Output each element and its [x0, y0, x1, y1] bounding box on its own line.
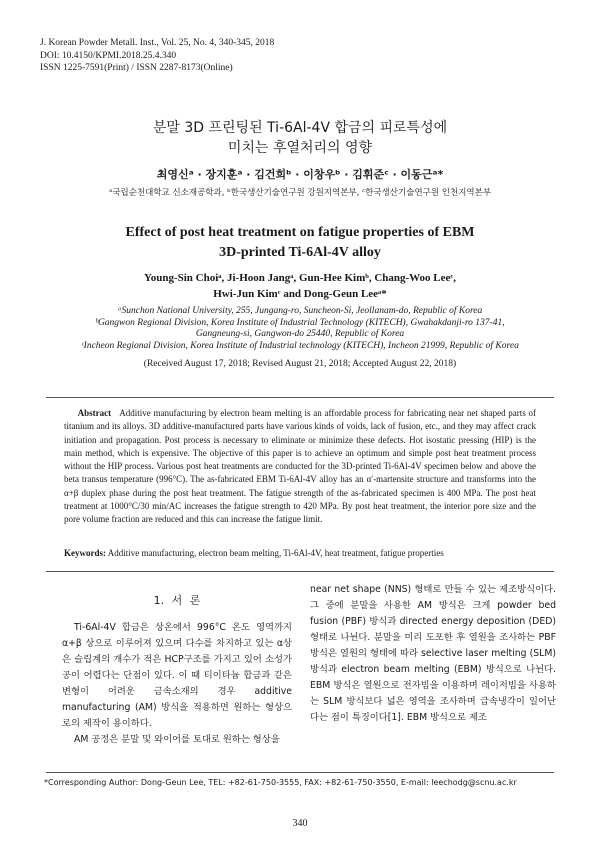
affiliation-a: ᵃSunchon National University, 255, Jungang-ro, Suncheon-Si, Jeollanam-do, Republic of Korea — [117, 306, 483, 316]
abstract-text: Additive manufacturing by electron beam melting is an affordable process for fabricating near net shaped parts of titanium and its alloys. 3D additive-manufactured parts have various kinds of voids, lack of fusion, etc., and they may affect crack initiation and propagation. Post process is necessary to eliminate or minimize these defects. Hot isostatic pressing (HIP) is the main method, which is expensive. The objective of this paper is to achieve an optimum and simple post heat treatment process without the HIP process. Various post heat treatments are conducted for the 3D-printed Ti-6Al-4V specimen below and above the beta transus temperature (996°C). The as-fabricated EBM Ti-6Al-4V alloy has an α′-martensite structure and transforms into the α+β duplex phase during the post heat treatment. The fatigue strength of the as-fabricated specimen is 400 MPa. The post heat treatment at 1000°C/30 min/AC increases the fatigue strength to 420 MPa. By post heat treatment, the interior pore size and the pore volume fraction are reduced and this can increase the fatigue limit. — [64, 408, 537, 525]
journal-doi: DOI: 10.4150/KPMI.2018.25.4.340 — [40, 50, 177, 61]
journal-citation: J. Korean Powder Metall. Inst., Vol. 25, No. 4, 340-345, 2018 — [40, 38, 275, 48]
affiliation-b-line2: Gangneung-si, Gangwon-do 25440, Republic of Korea — [195, 329, 405, 339]
affiliation-c: ᶜIncheon Regional Division, Korea Institute of Industrial technology (KITECH), Incheon 21999, Republic of Korea — [81, 340, 519, 351]
footnote-rule — [46, 772, 554, 773]
page-number: 340 — [292, 818, 308, 829]
english-title-line1: Effect of post heat treatment on fatigue properties of EBM — [125, 225, 475, 240]
right-paragraph-1: near net shape (NNS) 형태로 만들 수 있는 제조방식이다. 그 중에 분말을 사용한 AM 방식은 크게 powder bed fusion (PBF) 방식과 directed energy deposition (DED) 형태로 나뉜다. 분말을 미리 도포한 후 열원을 조사하는 PBF 방식은 열원의 형태에 따라 selective laser melting (SLM) 방식과 electron beam melting (EBM) 방식으로 나뉜다. EBM 방식은 열원으로 전자빔을 이용하며 레이저빔을 사용하는 SLM 방식보다 넓은 영역을 조사하며 급속냉각이 일어난다는 점이 특징이다[1]. EBM 방식으로 제조 — [310, 584, 556, 723]
affiliation-b-line1: ᵇGangwon Regional Division, Korea Institute of Industrial Technology (KITECH), Gwahakdanji-ro 137-41, — [95, 317, 505, 328]
english-affiliations — [40, 306, 560, 352]
keywords — [64, 548, 536, 558]
english-title — [0, 223, 600, 263]
journal-issn: ISSN 1225-7591(Print) / ISSN 2287-8173(Online) — [40, 63, 233, 73]
abstract — [64, 407, 536, 527]
english-title-line2: 3D-printed Ti-6Al-4V alloy — [219, 245, 381, 260]
body-left-column — [62, 620, 292, 748]
left-paragraph-1: Ti-6Al-4V 합금은 상온에서 996°C 온도 영역까지 α+β 상으로 이루어져 있으며 다수를 차지하고 있는 α상은 슬립계의 개수가 적은 HCP구조를 가지고 있어 소성가공이 어렵다는 단점이 있다. 이 때 티이타늄 합금과 같은 변형이 어려운 금속소재의 경우 additive manufacturing (AM) 방식을 적용하면 원하는 형상으로의 제작이 용이하다. — [62, 622, 292, 729]
body-right-column — [310, 582, 556, 726]
korean-authors: 최영신ᵃ · 장지훈ᵃ · 김건희ᵇ · 이창우ᵇ · 김휘준ᶜ · 이동근ᵃ* — [156, 168, 444, 181]
left-paragraph-2: AM 공정은 분말 및 와이어를 토대로 원하는 형상을 — [74, 734, 280, 745]
korean-title — [0, 118, 600, 158]
english-authors-line2: Hwi-Jun Kimᶜ and Dong-Geun Leeᵃ* — [213, 288, 387, 300]
abstract-bottom-rule — [46, 571, 554, 572]
keywords-label: Keywords: — [64, 548, 106, 558]
keywords-text: Additive manufacturing, electron beam melting, Ti-6Al-4V, heat treatment, fatigue properties — [107, 548, 444, 558]
korean-title-line2: 미치는 후열처리의 영향 — [227, 140, 373, 156]
abstract-label: Abstract — [77, 408, 112, 418]
abstract-top-rule — [46, 397, 554, 398]
korean-title-line1: 분말 3D 프린팅된 Ti-6Al-4V 합금의 피로특성에 — [152, 120, 448, 136]
english-authors — [0, 270, 600, 302]
korean-affiliations: ᵃ국립순천대학교 신소재공학과, ᵇ한국생산기술연구원 강원지역본부, ᶜ한국생산기술연구원 인천지역본부 — [108, 188, 492, 198]
received-dates: (Received August 17, 2018; Revised August 21, 2018; Accepted August 22, 2018) — [143, 359, 457, 369]
english-authors-line1: Young-Sin Choiᵃ, Ji-Hoon Jangᵃ, Gun-Hee Kimᵇ, Chang-Woo Leeᶜ, — [143, 272, 457, 284]
corresponding-author-footnote: *Corresponding Author: Dong-Geun Lee, TEL: +82-61-750-3555, FAX: +82-61-750-3550, E-mail: leechodg@scnu.ac.kr — [44, 778, 517, 787]
section-title: 1. 서 론 — [153, 594, 201, 607]
journal-header — [40, 37, 274, 75]
